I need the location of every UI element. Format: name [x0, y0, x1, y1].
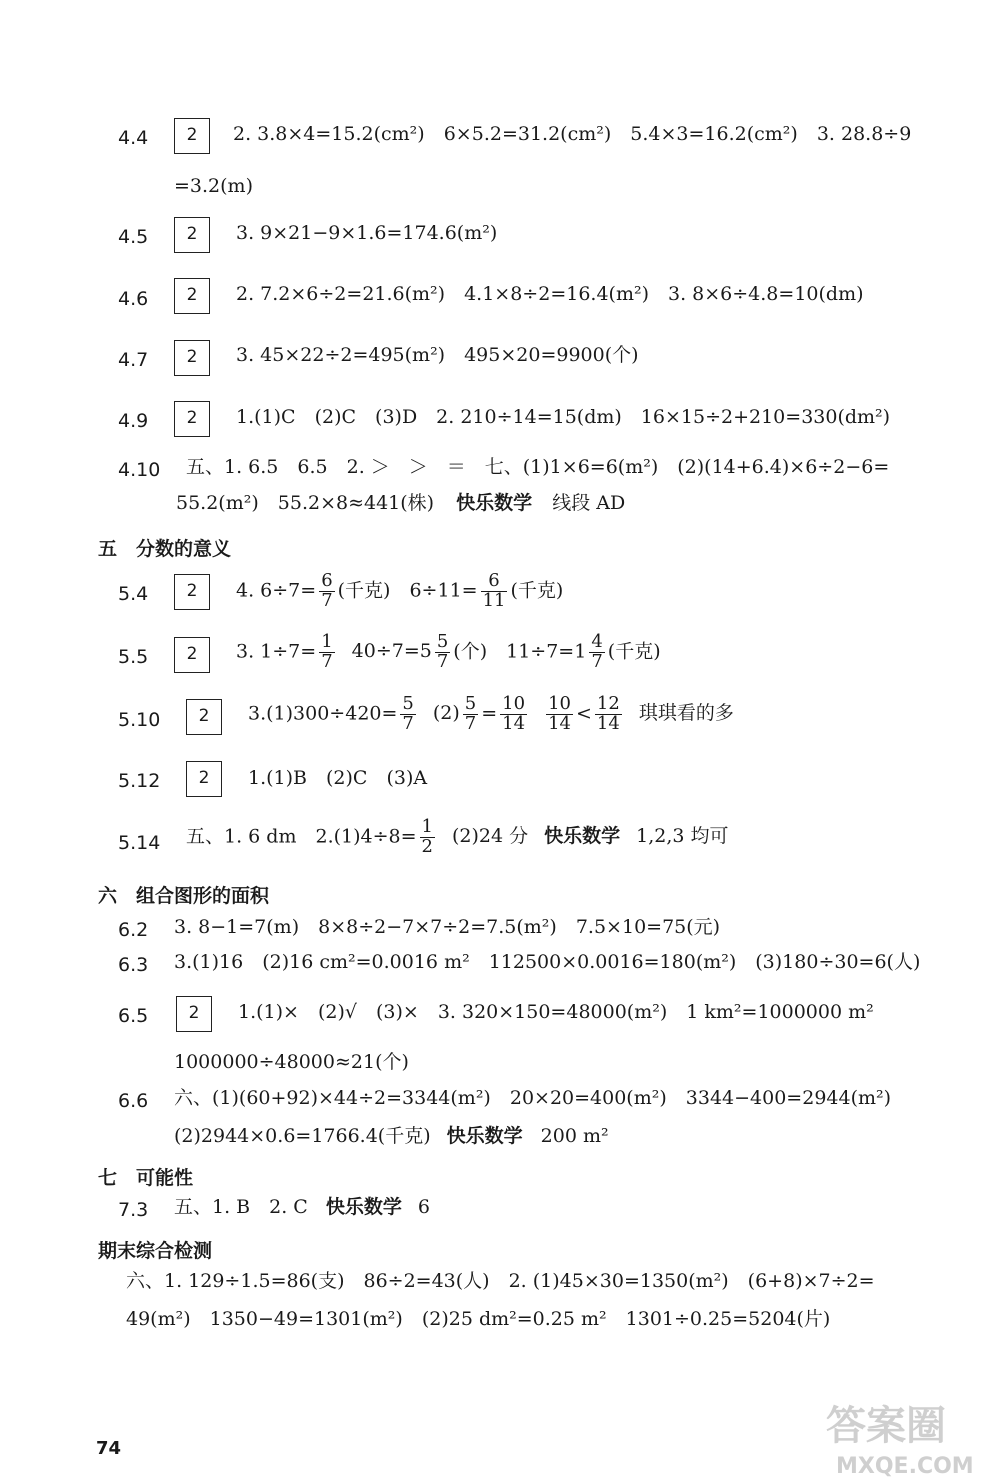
item-number: 4.5: [118, 226, 149, 248]
answer-text: 3. 45×22÷2=495(m²) 495×20=9900(个): [236, 344, 639, 366]
answer-box: 2: [186, 699, 222, 735]
bonus-label: 快乐数学: [544, 825, 621, 848]
fraction: [546, 695, 573, 734]
numerator: 1: [421, 816, 433, 837]
item-number: 5.14: [118, 832, 161, 854]
answer-box: 2: [174, 340, 210, 376]
section-title: 七 可能性: [98, 1167, 194, 1189]
numerator: 6: [321, 570, 333, 591]
denominator: 7: [464, 712, 477, 734]
expr: (2)24 分: [452, 825, 529, 848]
item-number: 6.6: [118, 1090, 149, 1112]
less-than: <: [575, 702, 592, 725]
fraction: [595, 695, 622, 734]
expr: (2): [432, 702, 460, 725]
expr: 40÷7=5: [351, 640, 432, 663]
denominator: 11: [482, 589, 506, 611]
answer-text: 3.(1)16 (2)16 cm²=0.0016 m² 112500×0.0016=180(m²) (3)180÷30=6(人): [174, 951, 921, 973]
section-title: 六 组合图形的面积: [98, 885, 270, 907]
answer-text: 3. 9×21−9×1.6=174.6(m²): [236, 222, 498, 244]
denominator: 14: [596, 712, 620, 734]
bonus-label: 快乐数学: [456, 492, 533, 514]
denominator: 7: [321, 589, 333, 611]
section-title: 五 分数的意义: [98, 538, 232, 560]
answer-text-cont: 1000000÷48000≈21(个): [174, 1051, 409, 1073]
expr: (个) 11÷7=1: [453, 640, 587, 663]
item-number: 5.12: [118, 770, 161, 792]
watermark-url: MXQE.COM: [836, 1454, 974, 1479]
answer-box: 2: [174, 217, 210, 253]
item-number: 7.3: [118, 1199, 149, 1221]
answer-box: 2: [186, 761, 222, 797]
answer-text: 1.(1)× (2)√ (3)× 3. 320×150=48000(m²) 1 km²=1000000 m²: [238, 1001, 874, 1023]
fraction: [481, 572, 508, 611]
answer-text: [174, 1198, 430, 1217]
bonus-label: 快乐数学: [446, 1125, 523, 1147]
item-number: 5.10: [118, 709, 161, 731]
fraction: [500, 695, 527, 734]
item-number: 5.5: [118, 646, 149, 668]
answer-text-cont: =3.2(m): [174, 175, 253, 197]
expr: 五、1. B 2. C: [174, 1196, 308, 1218]
expr: 3. 1÷7=: [236, 640, 317, 663]
numerator: 5: [436, 631, 449, 652]
fraction: [319, 633, 334, 672]
denominator: 7: [436, 650, 449, 672]
answer-text: [236, 633, 661, 672]
item-number: 4.4: [118, 127, 149, 149]
expr: (千克): [510, 579, 564, 602]
answer-part: 线段 AD: [552, 492, 626, 514]
denominator: 7: [591, 650, 603, 672]
conclusion: 琪琪看的多: [638, 702, 734, 725]
bonus-label: 快乐数学: [325, 1196, 402, 1218]
fraction: [435, 633, 450, 672]
denominator: 7: [321, 650, 333, 672]
watermark-title: 答案圈: [826, 1403, 946, 1449]
answer-text: 2. 7.2×6÷2=21.6(m²) 4.1×8÷2=16.4(m²) 3. 8×6÷4.8=10(dm): [236, 283, 864, 305]
item-number: 4.9: [118, 410, 149, 432]
expr: 3.(1)300÷420=: [248, 702, 398, 725]
answer-part: 55.2(m²) 55.2×8≈441(株): [176, 492, 435, 514]
answer-text: [236, 572, 563, 611]
item-number: 6.5: [118, 1005, 149, 1027]
answer-box: 2: [176, 996, 212, 1032]
answer-text: 1.(1)B (2)C (3)A: [248, 767, 428, 789]
answer-text: [248, 695, 734, 734]
answer-text-cont: 49(m²) 1350−49=1301(m²) (2)25 dm²=0.25 m² 1301÷0.25=5204(片): [126, 1308, 831, 1330]
answer-text: 1.(1)C (2)C (3)D 2. 210÷14=15(dm) 16×15÷2+210=330(dm²): [236, 406, 891, 428]
numerator: 10: [502, 693, 526, 714]
answer-text: 六、(1)(60+92)×44÷2=3344(m²) 20×20=400(m²) 3344−400=2944(m²): [174, 1087, 892, 1109]
expr: 4. 6÷7=: [236, 579, 317, 602]
denominator: 7: [402, 712, 414, 734]
item-number: 5.4: [118, 583, 149, 605]
fraction: [319, 572, 334, 611]
page-number: 74: [96, 1438, 122, 1459]
expr: (千克): [607, 640, 661, 663]
expr: =: [481, 702, 498, 725]
numerator: 4: [591, 631, 603, 652]
answer-text: 3. 8−1=7(m) 8×8÷2−7×7÷2=7.5(m²) 7.5×10=75(元): [174, 916, 721, 938]
expr: 6: [417, 1196, 430, 1218]
answer-box: 2: [174, 118, 210, 154]
expr: 五、1. 6 dm 2.(1)4÷8=: [186, 825, 417, 848]
answer-text: 2. 3.8×4=15.2(cm²) 6×5.2=31.2(cm²) 5.4×3=16.2(cm²) 3. 28.8÷9: [233, 123, 912, 145]
watermark-logo: [822, 1395, 994, 1479]
item-number: 4.6: [118, 288, 149, 310]
fraction: [420, 818, 435, 857]
numerator: 6: [481, 572, 508, 592]
answer-text: [186, 818, 729, 857]
item-number: 6.2: [118, 919, 149, 941]
item-number: 4.10: [118, 459, 161, 481]
fraction: [463, 695, 478, 734]
section-title: 期末综合检测: [98, 1240, 213, 1262]
answer-text-cont: [176, 494, 625, 513]
numerator: 12: [596, 693, 620, 714]
fraction: [589, 633, 604, 672]
answer-box: 2: [174, 637, 210, 673]
expr: (2)2944×0.6=1766.4(千克): [174, 1125, 431, 1147]
item-number: 6.3: [118, 954, 149, 976]
denominator: 14: [548, 712, 571, 734]
numerator: 5: [402, 693, 414, 714]
answer-text: 六、1. 129÷1.5=86(支) 86÷2=43(人) 2. (1)45×30=1350(m²) (6+8)×7÷2=: [126, 1270, 875, 1292]
item-number: 4.7: [118, 349, 149, 371]
numerator: 10: [548, 693, 571, 714]
fraction: [400, 695, 415, 734]
expr: 1,2,3 均可: [636, 825, 729, 848]
denominator: 2: [421, 835, 433, 857]
answer-text: 五、1. 6.5 6.5 2. ＞ ＞ ＝ 七、(1)1×6=6(m²) (2)(14+6.4)×6÷2−6=: [186, 456, 890, 478]
answer-box: 2: [174, 574, 210, 610]
numerator: 1: [321, 631, 333, 652]
answer-box: 2: [174, 278, 210, 314]
numerator: 5: [464, 693, 477, 714]
expr: 200 m²: [540, 1125, 609, 1147]
answer-text-cont: [174, 1127, 609, 1146]
answer-box: 2: [174, 401, 210, 437]
expr: (千克) 6÷11=: [337, 579, 478, 602]
denominator: 14: [502, 712, 526, 734]
